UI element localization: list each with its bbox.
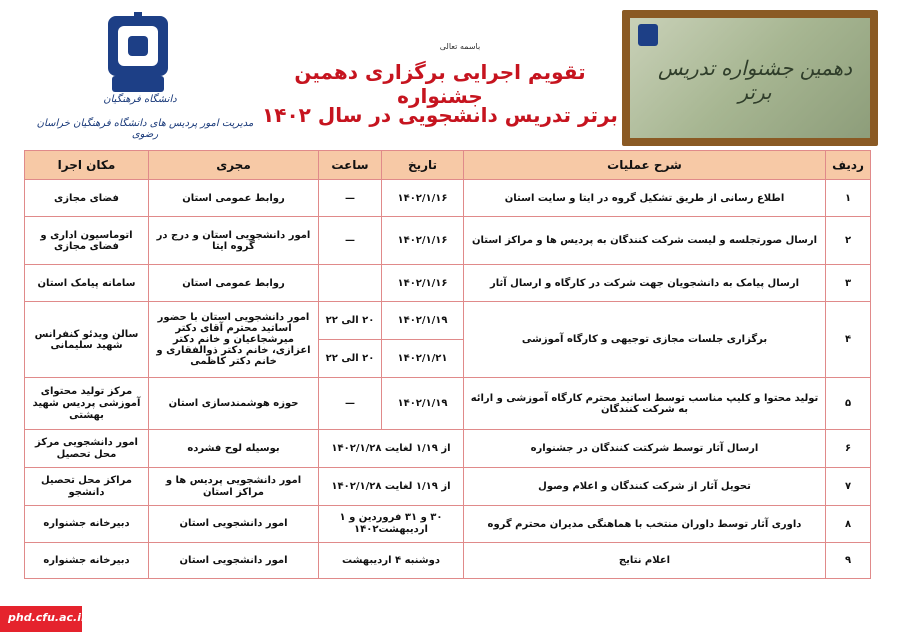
table-row xyxy=(25,543,871,579)
cell-mojri: امور دانشجویی استان xyxy=(149,543,319,579)
university-logo-icon xyxy=(98,10,178,102)
header-makan: مکان اجرا xyxy=(25,151,149,180)
header-mojri: مجری xyxy=(149,151,319,180)
schedule-table xyxy=(24,150,871,579)
banner-calligraphy: دهمین جشنواره تدریس برتر xyxy=(657,56,853,104)
cell-radif: ۹ xyxy=(826,543,871,579)
festival-banner xyxy=(622,10,878,146)
cell-radif: ۸ xyxy=(826,506,871,543)
table-row xyxy=(25,506,871,543)
cell-radif: ۶ xyxy=(826,430,871,468)
cell-sharh: تولید محتوا و کلیپ مناسب توسط اساتید محترم کارگاه آموزشی و ارائه به شرکت کنندگان xyxy=(464,378,826,430)
university-name: دانشگاه فرهنگیان xyxy=(103,94,177,105)
cell-date-range: از ۱/۱۹ لغایت ۱۴۰۲/۱/۲۸ xyxy=(319,430,464,468)
header-tarikh: تاریخ xyxy=(382,151,464,180)
cell-makan: سامانه پیامک استان xyxy=(25,265,149,302)
cell-sharh: اعلام نتایج xyxy=(464,543,826,579)
cell-makan: دبیرخانه جشنواره xyxy=(25,543,149,579)
header-saat: ساعت xyxy=(319,151,382,180)
watermark-text: phd.cfu.ac.ir xyxy=(8,611,87,624)
table-row xyxy=(25,468,871,506)
cell-saat: — xyxy=(319,378,382,430)
cell-sharh: داوری آثار توسط داوران منتخب با هماهنگی مدیران محترم گروه xyxy=(464,506,826,543)
cell-mojri: امور دانشجویی استان و درج در گروه ایتا xyxy=(149,217,319,265)
cell-mojri: امور دانشجویی پردیس ها و مراکز استان xyxy=(149,468,319,506)
cell-saat: — xyxy=(319,180,382,217)
basmala: باسمه تعالی xyxy=(439,42,481,51)
cell-saat xyxy=(319,265,382,302)
cell-radif: ۲ xyxy=(826,217,871,265)
page-title-line2: برتر تدریس دانشجویی در سال ۱۴۰۲ xyxy=(262,103,618,127)
cell-sharh: ارسال آثار توسط شرکتت کنندگان در جشنواره xyxy=(464,430,826,468)
cell-saat: — xyxy=(319,217,382,265)
cell-makan: مرکز تولید محتوای آموزشی پردیس شهید بهشتی xyxy=(25,378,149,430)
cell-date-range: دوشنبه ۴ اردیبهشت xyxy=(319,543,464,579)
cell-makan: فضای مجازی xyxy=(25,180,149,217)
table-row xyxy=(25,302,871,340)
cell-date-range: ۳۰ و ۳۱ فروردین و ۱ اردیبهشت۱۴۰۲ xyxy=(319,506,464,543)
cell-mojri: حوزه هوشمندسازی استان xyxy=(149,378,319,430)
cell-sharh: برگزاری جلسات مجازی توجیهی و کارگاه آموزشی xyxy=(464,302,826,378)
table-row xyxy=(25,180,871,217)
banner-board xyxy=(630,18,870,138)
header-radif: ردیف xyxy=(826,151,871,180)
page-header xyxy=(0,0,900,150)
cell-tarikh: ۱۴۰۲/۱/۱۶ xyxy=(382,265,464,302)
cell-tarikh: ۱۴۰۲/۱/۱۶ xyxy=(382,217,464,265)
cell-tarikh: ۱۴۰۲/۱/۱۹ xyxy=(382,378,464,430)
cell-saat: ۲۰ الی ۲۲ xyxy=(319,340,382,378)
cell-makan: امور دانشجویی مرکز محل تحصیل xyxy=(25,430,149,468)
site-watermark[interactable] xyxy=(0,606,87,632)
banner-seal-icon xyxy=(638,24,658,46)
cell-tarikh: ۱۴۰۲/۱/۲۱ xyxy=(382,340,464,378)
cell-makan: اتوماسیون اداری و فضای مجازی xyxy=(25,217,149,265)
cell-mojri: روابط عمومی استان xyxy=(149,265,319,302)
cell-sharh: تحویل آثار از شرکت کنندگان و اعلام وصول xyxy=(464,468,826,506)
cell-makan: سالن ویدئو کنفرانس شهید سلیمانی xyxy=(25,302,149,378)
cell-makan: دبیرخانه جشنواره xyxy=(25,506,149,543)
cell-tarikh: ۱۴۰۲/۱/۱۹ xyxy=(382,302,464,340)
cell-mojri: امور دانشجویی استان با حضور اساتید محترم آقای دکتر میرشجاعیان و خانم دکتر اعزازی، خانم دکتر ذوالفقاری و خانم دکتر کاظمی xyxy=(149,302,319,378)
cell-sharh: اطلاع رسانی از طریق تشکیل گروه در ایتا و سایت استان xyxy=(464,180,826,217)
table-row xyxy=(25,217,871,265)
cell-date-range: از ۱/۱۹ لغایت ۱۴۰۲/۱/۲۸ xyxy=(319,468,464,506)
cell-radif: ۱ xyxy=(826,180,871,217)
cell-mojri: روابط عمومی استان xyxy=(149,180,319,217)
page-title-line1: تقویم اجرایی برگزاری دهمین جشنواره xyxy=(294,60,586,108)
university-subtitle: مدیریت امور پردیس های دانشگاه فرهنگیان خراسان رضوی xyxy=(36,118,254,140)
cell-radif: ۳ xyxy=(826,265,871,302)
table-row xyxy=(25,378,871,430)
cell-sharh: ارسال صورتجلسه و لیست شرکت کنندگان به پردیس ها و مراکز استان xyxy=(464,217,826,265)
cell-radif: ۵ xyxy=(826,378,871,430)
cell-tarikh: ۱۴۰۲/۱/۱۶ xyxy=(382,180,464,217)
table-row xyxy=(25,265,871,302)
header-sharh: شرح عملیات xyxy=(464,151,826,180)
table-row xyxy=(25,430,871,468)
cell-saat: ۲۰ الی ۲۲ xyxy=(319,302,382,340)
cell-sharh: ارسال پیامک به دانشجویان جهت شرکت در کارگاه و ارسال آثار xyxy=(464,265,826,302)
cell-mojri: بوسیله لوح فشرده xyxy=(149,430,319,468)
cell-radif: ۴ xyxy=(826,302,871,378)
cell-radif: ۷ xyxy=(826,468,871,506)
cell-makan: مراکز محل تحصیل دانشجو xyxy=(25,468,149,506)
cell-mojri: امور دانشجویی استان xyxy=(149,506,319,543)
table-header-row xyxy=(25,151,871,180)
